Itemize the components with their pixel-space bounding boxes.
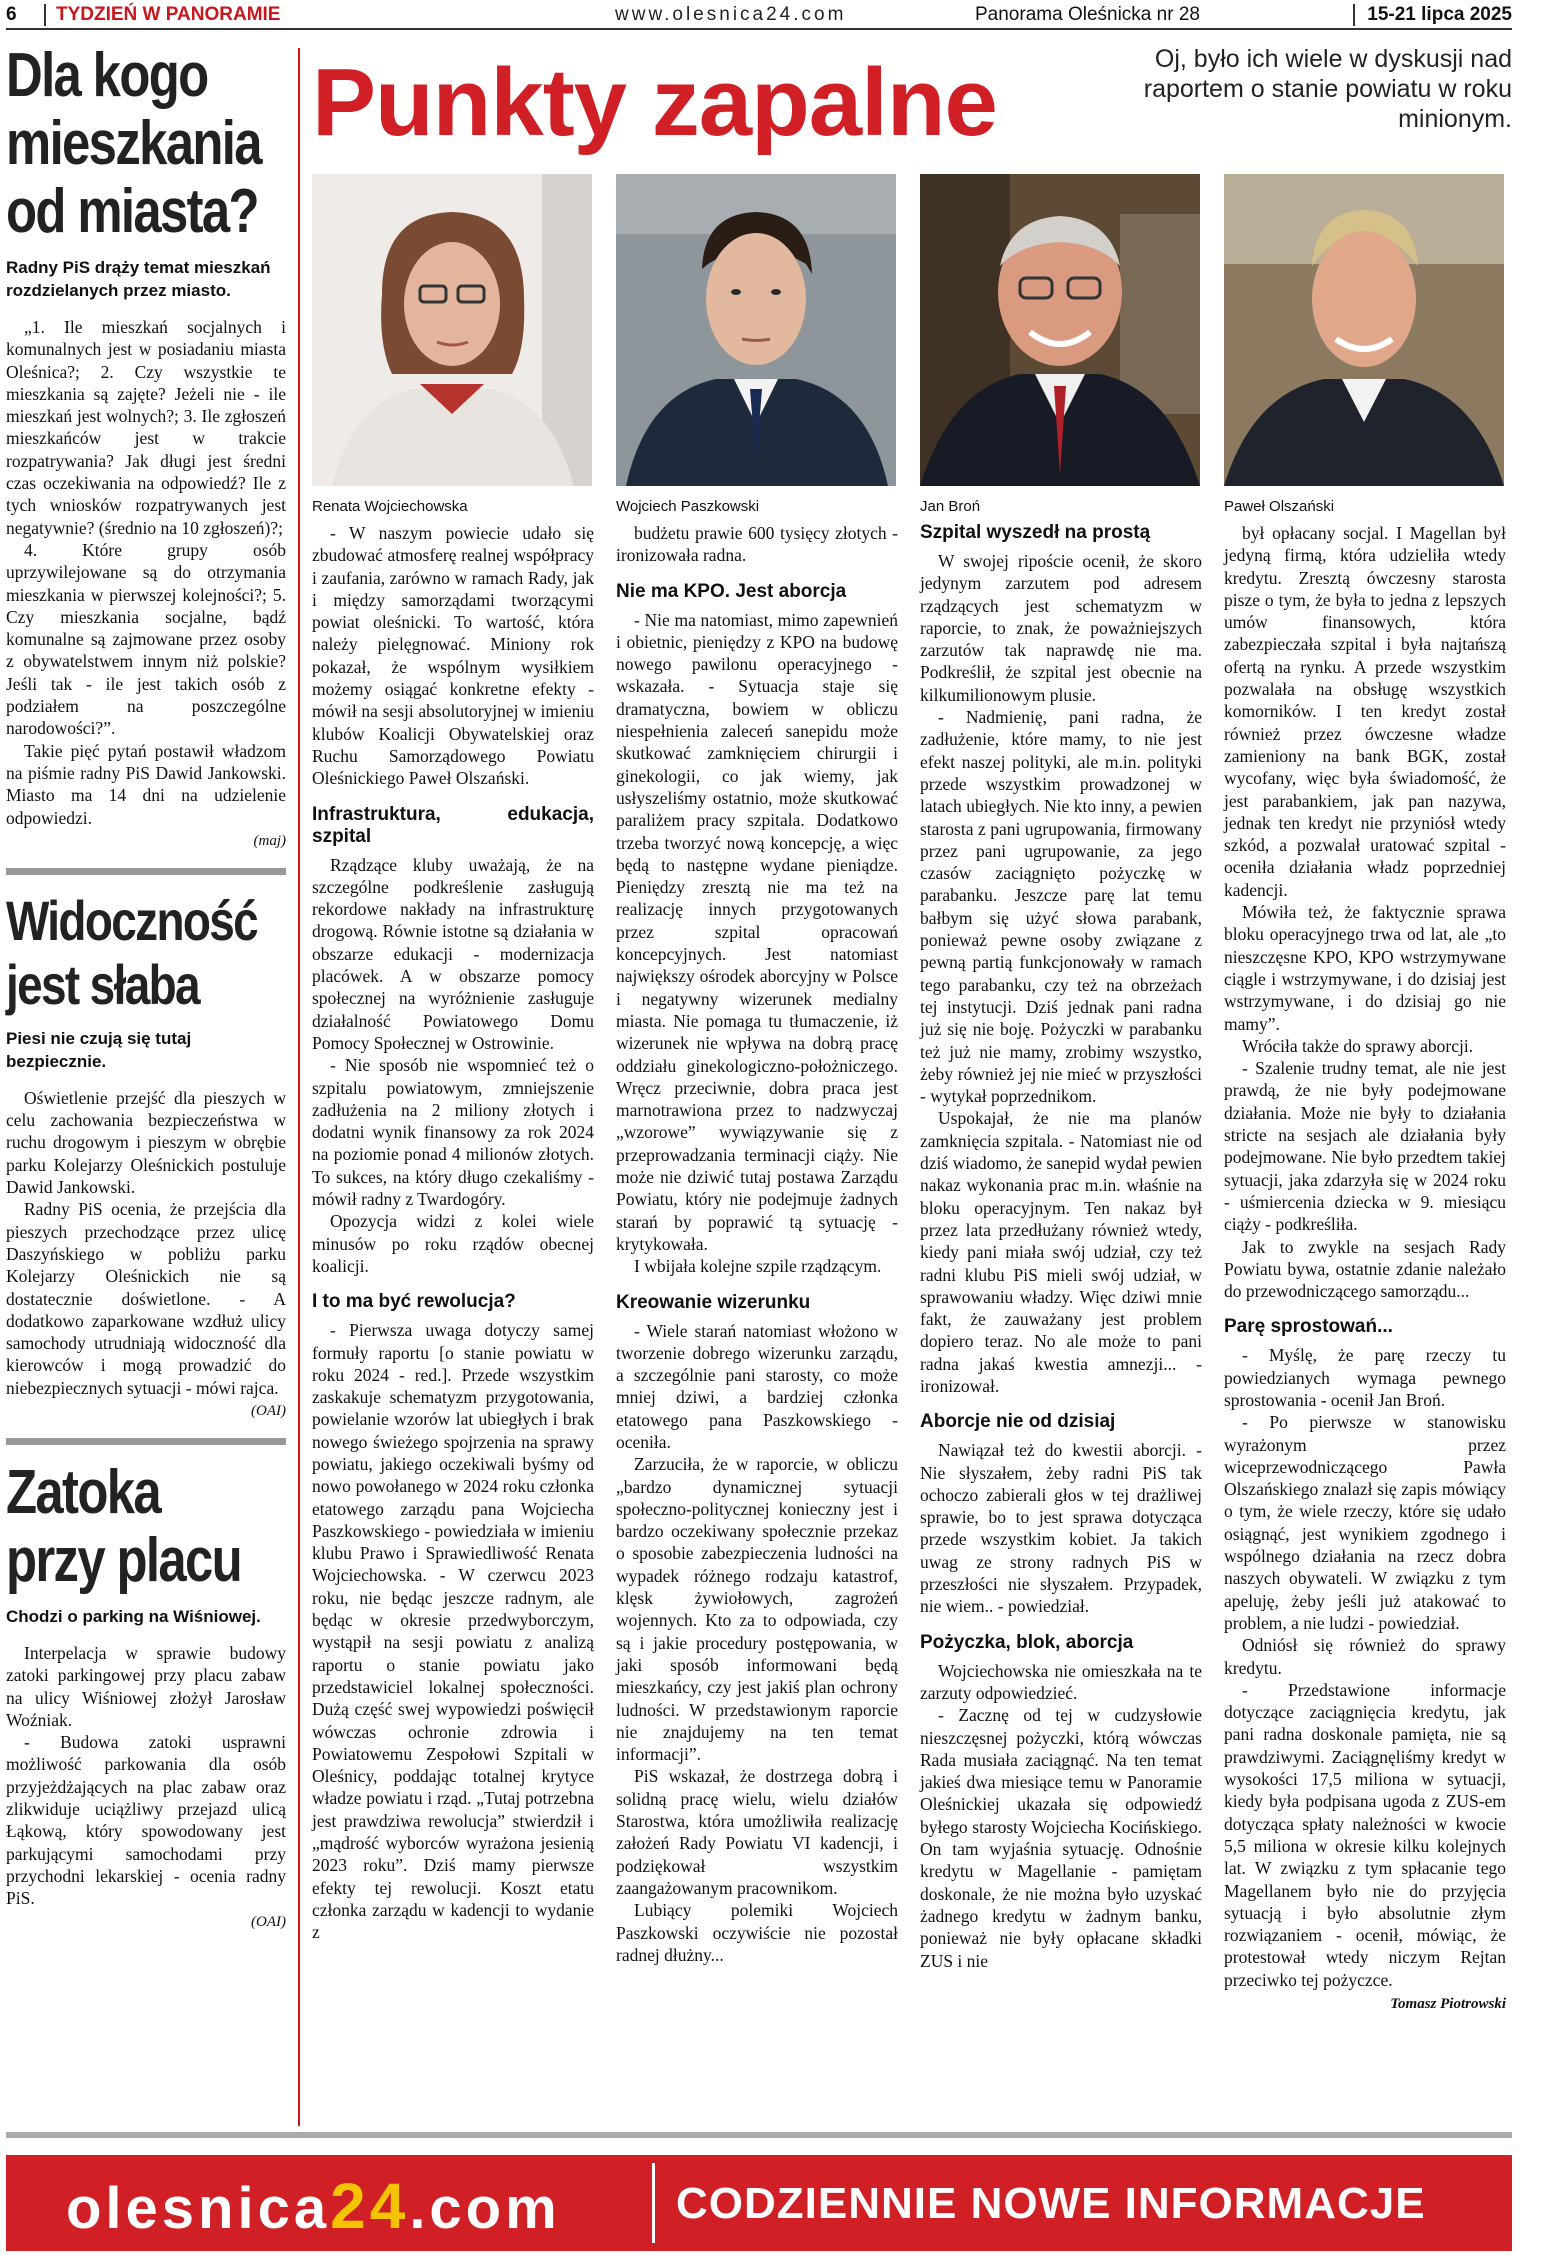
article-signature: (maj) — [253, 832, 286, 849]
paragraph: 4. Które grupy osób uprzywilejowane są do otrzymania mieszkania w pierwszej kolejności?; 5. Czy mieszkania socjalne, bądź komunalne są zajmowane przez osoby z obywatelstwem innym niż polskie? Jeśli tak - ile jest takich osób z podziałem na poszczególne narodowości?”. — [6, 539, 286, 739]
photo-caption: Paweł Olszański — [1224, 498, 1335, 515]
header-divider — [6, 28, 1512, 30]
section-name: TYDZIEŃ W PANORAMIE — [44, 4, 280, 26]
article-title: Zatoka — [6, 1457, 161, 1527]
paragraph: W swojej ripoście ocenił, że skoro jedynym zarzutem pod adresem rządzących jest schematyzm w raporcie, to znak, że poważniejszych zarzutów tak naprawdę nie ma. Podkreślił, że szpital jest obecnie na kilkumilionowym plusie. — [920, 551, 1202, 705]
paragraph: Odniósł się również do sprawy kredytu. — [1224, 1635, 1506, 1678]
paragraph: - Budowa zatoki usprawni możliwość parkowania dla osób przyjeżdżających na plac zabaw oraz zlikwiduje uciążliwy przejazd ulicą Łąkową, który spowodowany jest parkującymi samochodami przy przychodni lekarskiej - ocenia radny PiS. — [6, 1732, 286, 1909]
article-title: mieszkania — [6, 109, 261, 178]
main-headline: Punkty zapalne — [312, 49, 997, 156]
article-signature: (OAI) — [251, 1402, 286, 1419]
subheading: Szpital wyszedł na prostą — [920, 522, 1151, 543]
paragraph: Radny PiS ocenia, że przejścia dla pieszych przechodzące przez ulicę Daszyńskiego w pobliżu parku Kolejarzy Oleśnickich nie są dostatecznie doświetlone. - A dodatkowo zaparkowane wzdłuż ulicy samochody utrudniają widoczność dla kierowców i mogą prowadzić do niebezpiecznych sytuacji - mówi rajca. — [6, 1199, 286, 1398]
issue-date: 15-21 lipca 2025 — [1353, 4, 1512, 26]
article-widocznosc — [6, 889, 286, 1420]
subheading: Aborcje nie od dzisiaj — [920, 1411, 1116, 1433]
article-lead: Piesi nie czują się tutaj bezpiecznie. — [6, 1028, 192, 1071]
photo-olszanski — [1224, 174, 1504, 486]
photo-paszkowski — [616, 174, 896, 486]
paragraph: - Nadmienię, pani radna, że zadłużenie, które mamy, to nie jest efekt naszej polityki, ale m.in. polityki przede wszystkim prowadzonej w latach ubiegłych. Nie kto inny, a pewien starosta z pani ugrupowania, firmowany przez pani ugrupowanie, za jego czasów zaciągnięto pożyczkę w parabanku. Jeszcze parę lat temu bałbym się użyć słowa parabank, ponieważ pewne osoby związane z pewną partią funkcjonowały w ramach tego parabanku, czy też na obrzeżach tej instytucji. Dziś jednak pani radna już się nie boję. Pożyczki w parabanku też już nie mamy, zrobimy wszystko, żeby również jej nie mieć w przyszłości - wytykał poprzednikom. — [920, 707, 1202, 1107]
paragraph: Lubiący polemiki Wojciech Paszkowski oczywiście nie pozostał radnej dłużny... — [616, 1900, 898, 1965]
paragraph: Rządzące kluby uważają, że na szczególne podkreślenie zasługują rekordowe nakłady na infrastrukturę drogową. Równie istotne są działania w obszarze edukacji - modernizacja placówek. A w obszarze pomocy społecznej na wyróżnienie zasługuje działalność Powiatowego Domu Pomocy Społecznej w Ostrowinie. — [312, 854, 594, 1053]
left-column — [6, 42, 286, 1931]
article-column-4 — [1224, 522, 1506, 2015]
site-logo: olesnica24.com — [66, 2170, 561, 2242]
promo-banner[interactable] — [6, 2153, 1512, 2251]
paragraph: - Nie ma natomiast, mimo zapewnień i obietnic, pieniędzy z KPO na budowę nowego pawilonu operacyjnego - wskazała. - Sytuacja staje się dramatyczna, bowiem w obliczu niespełnienia zaleceń sanepidu może skutkować zamknięciem chirurgii i ginekologii, co jak wiemy, jak usłyszeliśmy ostatnio, może skutkować paraliżem pracy szpitala. Dodatkowo trzeba tworzyć nową koncepcję, a więc będą to następne wydane pieniądze. Pieniędzy zresztą nie ma też na realizację innych przygotowanych przez szpital opracowań koncepcyjnych. Jest natomiast największy ośrodek aborcyjny w Polsce i negatywny wizerunek medialny miasta. Nie pomaga tu tłumaczenie, iż wizerunek nie wpływa na dobrą pracę oddziału ginekologiczno-położniczego. Wręcz przeciwnie, dobra praca jest marnotrawiona przez to nadzwyczaj „wzorowe” wywiązywanie się z przeprowadzania terminacji ciąży. Nie może nie dziwić tutaj postawa Zarządu Powiatu, który nie podejmuje żadnych starań by poprawić tą sytuację - krytykowała. — [616, 609, 898, 1254]
paragraph: Interpelacja w sprawie budowy zatoki parkingowej przy placu zabaw na ulicy Wiśniowej złożył Jarosław Woźniak. — [6, 1642, 286, 1730]
paragraph: Oświetlenie przejść dla pieszych w celu zachowania bezpieczeństwa w ruchu drogowym i pieszym w obrębie parku Kolejarzy Oleśnickich postuluje Dawid Jankowski. — [6, 1087, 286, 1198]
paragraph: Nawiązał też do kwestii aborcji. - Nie słyszałem, żeby radni PiS tak ochoczo zabierali głos w tej drażliwej sprawie, bo to jest sprawa dotycząca przede wszystkim kobiet. Ja takich uwag ze strony radnych PiS w przeszłości nie słyszałem. Przypadek, nie wiem.. - powiedział. — [920, 1440, 1202, 1617]
photo-caption: Renata Wojciechowska — [312, 498, 468, 515]
paragraph: - Przedstawione informacje dotyczące zaciągnięcia kredytu, jak pani radna doskonale pamięta, nie są prawdziwymi. Zaciągnęliśmy kredyt w wysokości 17,5 miliona w sytuacji, kiedy była podpisana ugoda z ZUS-em dotycząca spłaty należności w kwocie 5,5 miliona w okresie kilku kolejnych lat. W związku z tym spłacanie tego Magellanem było nie do przyjęcia sytuacją i było absolutnie złym rozwiązaniem - ocenił, mówiąc, że protestował wtedy niczym Rejtan przeciwko tej pożyczce. — [1224, 1679, 1506, 1990]
article-column-1 — [312, 522, 594, 1944]
article-title: jest słaba — [6, 952, 199, 1016]
paragraph: „1. Ile mieszkań socjalnych i komunalnych jest w posiadaniu miasta Oleśnica?; 2. Czy wszystkie te mieszkania są zajęte? Jeżeli nie - ile mieszkań jest wolnych?; 3. Ile zgłoszeń mieszkańców jest w trakcie rozpatrywania? Jak długi jest średni czas oczekiwania na odpowiedź? Ile z tych wniosków rozpatrywanych jest negatywnie? (średnio na 10 zgłoszeń)?; — [6, 317, 286, 538]
paragraph: - W naszym powiecie udało się zbudować atmosferę realnej współpracy i zaufania, zarówno w ramach Rady, jak i między samorządami tworzącymi powiat oleśnicki. To wartość, która należy pielęgnować. Miniony rok pokazał, że wspólnym wysiłkiem możemy osiągać konkretne efekty - mówił na sesji absolutoryjnej w imieniu klubów Koalicji Obywatelskiej oraz Ruchu Samorządowego Powiatu Oleśnickiego Paweł Olszański. — [312, 523, 594, 789]
article-column-2 — [616, 522, 898, 1966]
paragraph: Wróciła także do sprawy aborcji. — [1242, 1035, 1474, 1056]
edition-label: Panorama Oleśnicka nr 28 — [975, 4, 1200, 25]
paragraph: PiS wskazał, że dostrzega dobrą i solidną pracę wielu, wielu działów Starostwa, która umożliwiła realizację założeń Rady Powiatu VI kadencji, i podziękował wszystkim zaangażowanym pracownikom. — [616, 1766, 898, 1898]
paragraph: - Wiele starań natomiast włożono w tworzenie dobrego wizerunku zarządu, a szczególnie pani starosty, co może mniej dziwi, a bardziej członka etatowego pana Paszkowskiego - oceniła. — [616, 1320, 898, 1452]
section-divider — [6, 868, 286, 875]
article-signature: (OAI) — [251, 1913, 286, 1930]
paragraph: - Szalenie trudny temat, ale nie jest prawdą, że nie były podejmowane działania. Może nie były to działania stricte na sesjach ale działania były podejmowane. Nie było przedtem takiej sytuacji, jaka zdarzyła się w 2024 roku - uśmiercenia dziecka w 9. miesiącu ciąży - podkreśliła. — [1224, 1058, 1506, 1235]
paragraph: I wbijała kolejne szpile rządzącym. — [634, 1256, 882, 1277]
article-lead: Radny PiS drąży temat mieszkań rozdzielanych przez miasto. — [6, 258, 271, 300]
subheading: Infrastruktura, edukacja, szpital — [312, 803, 594, 847]
banner-divider — [652, 2163, 655, 2243]
article-lead: Chodzi o parking na Wiśniowej. — [6, 1606, 261, 1626]
banner-tagline: CODZIENNIE NOWE INFORMACJE — [676, 2179, 1426, 2228]
paragraph: - Zacznę od tej w cudzysłowie nieszczęsnej pożyczki, którą wówczas Rada musiała zaciągnąć. Na ten temat jakieś dwa miesiące temu w Panoramie Oleśnickiej ukazała się odpowiedź byłego starosty Wojciecha Kocińskiego. On tam wyjaśnia sytuację. Odnośnie kredytu w Magellanie - pamiętam doskonale, że nie można było uzyskać żadnego kredytu w żadnym banku, ponieważ nie były opłacane składki ZUS i nie — [920, 1705, 1202, 1971]
main-subtitle: Oj, było ich wiele w dyskusji nad raportem o stanie powiatu w roku minionym. — [1143, 45, 1512, 133]
article-title: Widoczność — [6, 888, 258, 952]
paragraph: Uspokajał, że nie ma planów zamknięcia szpitala. - Natomiast nie od dziś wiadomo, że sanepid wydał pewien nakaz wykonania prac m.in. właśnie na bloku operacyjnym. Ten nakaz był przez lata przedłużany również wtedy, kiedy pani miała swój udział, czy też radni klubu PiS mieli swój udział, w sprawowaniu władzy. Więc dziwi mnie fakt, że zauważany jest problem dopiero teraz. No ale może to pani radna jakaś kwestia amnezji... - ironizował. — [920, 1108, 1202, 1396]
paragraph: - Myślę, że parę rzeczy tu powiedzianych wymaga pewnego sprostowania - ocenił Jan Broń. — [1224, 1345, 1506, 1410]
article-column-3 — [920, 522, 1202, 1972]
article-title: Dla kogo — [6, 41, 208, 110]
paragraph: Mówiła też, że faktycznie sprawa bloku operacyjnego trwa od lat, ale „to nieszczęsne KPO, KPO wstrzymywane ciągle i wstrzymywane, i do dzisiaj jest wstrzymywane, i do dzisiaj go nie mamy”. — [1224, 902, 1506, 1034]
article-title: przy placu — [6, 1525, 242, 1595]
photo-caption: Jan Broń — [920, 498, 981, 515]
subheading: Pożyczka, blok, aborcja — [920, 1631, 1134, 1653]
section-divider — [6, 1438, 286, 1445]
page-number: 6 — [6, 4, 17, 25]
article-author: Tomasz Piotrowski — [1390, 1996, 1506, 2012]
paragraph: - Po pierwsze w stanowisku wyrażonym przez wiceprzewodniczącego Pawła Olszańskiego znalazł się zapis mówiący o tym, że wiele rzeczy, które się udało osiągnąć, jest wynikiem zgodnego i wspólnego działania na rzecz dobra naszych obywateli. W związku z tym apeluję, żeby jeśli już atakować to problem, a nie ludzi - powiedział. — [1224, 1412, 1506, 1633]
paragraph: - Pierwsza uwaga dotyczy samej formuły raportu [o stanie powiatu w roku 2024 - red.]. Przede wszystkim zaskakuje schematyzm przygotowania, powielanie wzorów lat ubiegłych i brak nowego świeżego spojrzenia na sprawy powiatu, jakiego oczekiwali byśmy od nowo powołanego w 2024 roku członka etatowego zarządu pana Wojciecha Paszkowskiego - powiedziała w imieniu klubu Prawo i Sprawiedliwość Renata Wojciechowska. - W czerwcu 2023 roku, nie będąc jeszcze radnym, ale będąc w okresie przedwyborczym, wystąpił na sesji powiatu z analizą raportu o stanie powiatu jako przedstawiciel lokalnej społeczności. Dużą część swej wypowiedzi poświęcił wówczas ochronie zdrowia i Powiatowemu Zespołowi Szpitali w Oleśnicy, poddając totalnej krytyce władze powiatu i rząd. „Tutaj potrzebna jest prawdziwa rewolucja” stwierdził i „mądrość wyborców wyrażona jesienią 2023 roku”. Dziś mamy pierwsze efekty tej rewolucji. Koszt etatu członka zarządu w kadencji to wydanie z — [312, 1320, 594, 1943]
page-header — [0, 0, 1512, 30]
column-rule — [298, 48, 300, 2126]
paragraph: Takie pięć pytań postawił władzom na piśmie radny PiS Dawid Jankowski. Miasto ma 14 dni na udzielenie odpowiedzi. — [6, 740, 286, 828]
paragraph: budżetu prawie 600 tysięcy złotych - ironizowała radna. — [616, 523, 898, 566]
subheading: Kreowanie wizerunku — [616, 1291, 811, 1313]
article-zatoka — [6, 1459, 286, 1931]
subheading: I to ma być rewolucja? — [312, 1291, 516, 1313]
subheading: Nie ma KPO. Jest aborcja — [616, 580, 847, 602]
article-mieszkania — [6, 42, 286, 850]
paragraph: Jak to zwykle na sesjach Rady Powiatu bywa, ostatnie zdanie należało do przewodniczącego samorządu... — [1224, 1236, 1506, 1302]
footer-divider — [6, 2132, 1512, 2138]
website-url[interactable]: www.olesnica24.com — [615, 4, 847, 25]
paragraph: był opłacany socjal. I Magellan był jedyną firmą, która udzieliła wtedy kredytu. Zresztą ówczesny starosta pisze o tym, że była to jedna z lepszych umów finansowych, która zabezpieczała szpital i była najtańszą ofertą na rynku. A przede wszystkim pozwalała na obsługę wszystkich komorników. I ten kredyt został również przez ówczesne władze zamieniony na bank BGK, został wycofany, więc była świadomość, że jest parabankiem, jak pan nazywa, jednak ten kredyt nie przyniósł wtedy szkód, a pozwalał uratować szpital - oceniła działania władz poprzedniej kadencji. — [1224, 523, 1506, 900]
paragraph: Opozycja widzi z kolei wiele minusów po roku rządów obecnej koalicji. — [312, 1211, 594, 1276]
subheading: Parę sprostowań... — [1224, 1316, 1393, 1338]
photo-bron — [920, 174, 1200, 486]
paragraph: - Nie sposób nie wspomnieć też o szpitalu powiatowym, zmniejszenie zadłużenia na 2 miliony złotych i dodatni wynik finansowy za rok 2024 na poziomie ponad 4 milionów złotych. To sukces, na który długo czekaliśmy - mówił radny z Twardogóry. — [312, 1055, 594, 1210]
paragraph: Zarzuciła, że w raporcie, w obliczu „bardzo dynamicznej sytuacji społeczno-politycznej konieczny jest i bardzo oczekiwany społecznie przekaz o sposobie zabezpieczenia ludności na wypadek różnego rodzaju katastrof, klęsk żywiołowych, zagrożeń wojennych. Kto za to odpowiada, czy są i jakie procedury postępowania, w jaki sposób informowani będą mieszkańcy, czy jest jakiś plan ochrony ludności. W przedstawionym raporcie nie znajdujemy na ten temat informacji”. — [616, 1454, 898, 1765]
photo-caption: Wojciech Paszkowski — [616, 498, 760, 515]
paragraph: Wojciechowska nie omieszkała na te zarzuty odpowiedzieć. — [920, 1660, 1202, 1703]
article-title: od miasta? — [6, 177, 258, 246]
photo-wojciechowska — [312, 174, 592, 486]
